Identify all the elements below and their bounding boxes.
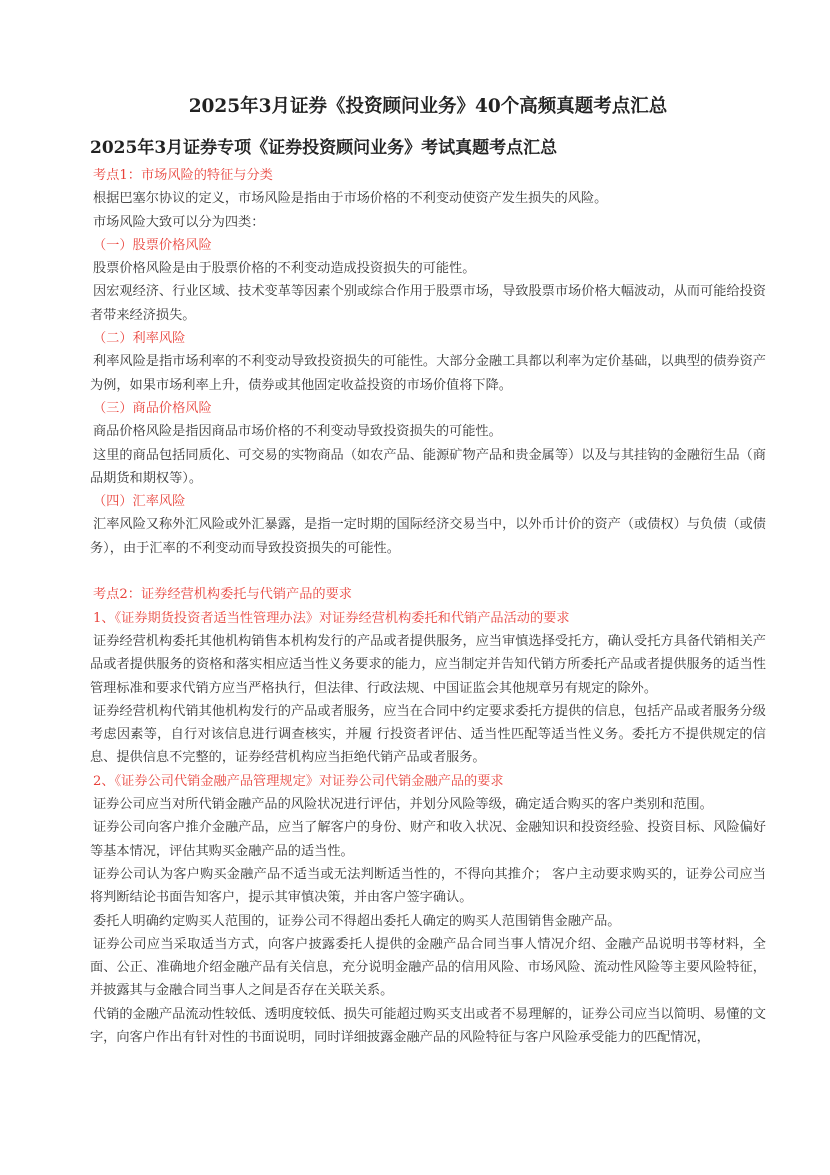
section-heading: 2、《证券公司代销金融产品管理规定》对证券公司代销金融产品的要求	[93, 773, 504, 789]
paragraph: 证券公司向客户推介金融产品，应当了解客户的身份、财产和收入状况、金融知识和投资经验、投资目标、风险偏好等基本情况，评估其购买金融产品的适当性。	[90, 820, 766, 859]
document-subtitle: 2025年3月证券专项《证券投资顾问业务》考试真题考点汇总	[90, 138, 558, 158]
section-heading: （三）商品价格风险	[93, 400, 212, 416]
section-heading: 1、《证券期货投资者适当性管理办法》对证券经营机构委托和代销产品活动的要求	[93, 610, 570, 626]
section-heading: （二）利率风险	[93, 331, 186, 347]
section-heading: 考点1：市场风险的特征与分类	[93, 168, 273, 183]
paragraph: 因宏观经济、行业区域、技术变革等因素个别或综合作用于股票市场，导致股票市场价格大幅波动，从而可能给投资者带来经济损失。	[90, 284, 766, 323]
paragraph: 证券公司应当对所代销金融产品的风险状况进行评估，并划分风险等级，确定适合购买的客户类别和范围。	[93, 797, 713, 813]
section-heading: （一）股票价格风险	[93, 237, 212, 253]
paragraph: 证券经营机构代销其他机构发行的产品或者服务，应当在合同中约定要求委托方提供的信息，包括产品或者服务分级考虑因素等，自行对该信息进行调查核实，并履 行投资者评估、适当性匹配等适当性义务。委托方不提供规定的信息、提供信息不完整的，证券经营机构应当拒绝代销产品或者服务。	[90, 703, 766, 766]
paragraph: 证券公司应当采取适当方式，向客户披露委托人提供的金融产品合同当事人情况介绍、金融产品说明书等材料，全面、公正、准确地介绍金融产品有关信息，充分说明金融产品的信用风险、市场风险、流动性风险等主要风险特征，并披露其与金融合同当事人之间是否存在关联关系。	[90, 936, 766, 999]
paragraph: 这里的商品包括同质化、可交易的实物商品（如农产品、能源矿物产品和贵金属等）以及与其挂钩的金融衍生品（商品期货和期权等）。	[90, 447, 766, 486]
paragraph: 股票价格风险是由于股票价格的不利变动造成投资损失的可能性。	[93, 261, 476, 277]
paragraph: 汇率风险又称外汇风险或外汇暴露，是指一定时期的国际经济交易当中，以外币计价的资产（或债权）与负债（或债务），由于汇率的不利变动而导致投资损失的可能性。	[90, 517, 766, 556]
blank-line	[90, 560, 766, 583]
paragraph: 利率风险是指市场利率的不利变动导致投资损失的可能性。大部分金融工具都以利率为定价基础，以典型的债券资产为例，如果市场利率上升，债券或其他固定收益投资的市场价值将下降。	[90, 354, 766, 393]
paragraph: 证券经营机构委托其他机构销售本机构发行的产品或者提供服务，应当审慎选择受托方，确认受托方具备代销相关产品或者提供服务的资格和落实相应适当性义务要求的能力，应当制定并告知代销方所委托产品或者提供服务的适当性管理标准和要求代销方应当严格执行，但法律、行政法规、中国证监会其他规章另有规定的除外。	[90, 633, 766, 696]
document-page	[90, 90, 766, 1049]
document-title: 2025年3月证券《投资顾问业务》40个高频真题考点汇总	[188, 96, 668, 117]
document-body	[90, 164, 766, 1049]
section-heading: 考点2：证券经营机构委托与代销产品的要求	[93, 587, 352, 603]
paragraph: 证券公司认为客户购买金融产品不适当或无法判断适当性的，不得向其推介； 客户主动要求购买的，证券公司应当将判断结论书面告知客户，提示其审慎决策，并由客户签字确认。	[90, 866, 766, 906]
paragraph: 根据巴塞尔协议的定义，市场风险是指由于市场价格的不利变动使资产发生损失的风险。	[93, 191, 608, 207]
paragraph: 商品价格风险是指因商品市场价格的不利变动导致投资损失的可能性。	[93, 424, 502, 440]
paragraph: 委托人明确约定购买人范围的，证券公司不得超出委托人确定的购买人范围销售金融产品。	[93, 913, 621, 929]
paragraph: 代销的金融产品流动性较低、透明度较低、损失可能超过购买支出或者不易理解的，证券公司应当以简明、易懂的文字，向客户作出有针对性的书面说明，同时详细披露金融产品的风险特征与客户风险承受能力的匹配情况，	[90, 1006, 766, 1045]
section-heading: （四）汇率风险	[93, 494, 186, 510]
paragraph: 市场风险大致可以分为四类：	[93, 214, 265, 230]
